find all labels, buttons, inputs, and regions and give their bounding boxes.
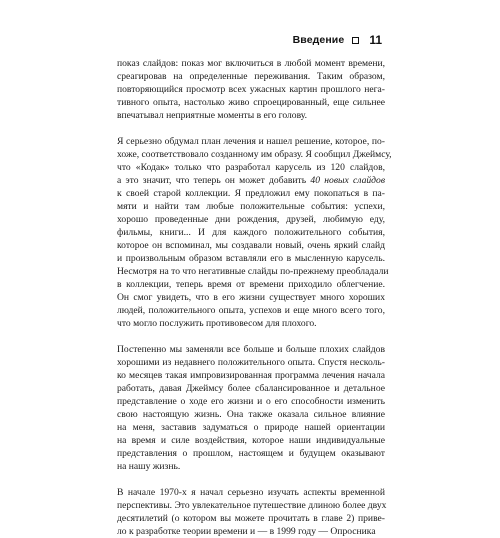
text-line: а это значит, что теперь он может добавить 40 новых слайдов bbox=[117, 175, 385, 186]
paragraph bbox=[117, 57, 385, 122]
paragraph bbox=[117, 135, 392, 330]
running-header bbox=[293, 33, 382, 47]
text-line: и произвольным образом вставляли его в мысленную карусель. bbox=[117, 253, 385, 264]
text-line: повторяющийся просмотр всех ужасных картин прошлого нега- bbox=[117, 84, 385, 95]
text-line: Постепенно мы заменяли все больше и больше плохих слайдов bbox=[117, 344, 385, 355]
text-line: что «Кодак» только что разработал карусель из 120 слайдов, bbox=[117, 162, 385, 173]
text-line: мяти и найти там любые положительные события: успехи, bbox=[117, 201, 385, 212]
text-line: показ слайдов: показ мог включиться в любой момент времени, bbox=[117, 58, 385, 69]
text-line: в коллекции, теперь время от времени приходило облегчение. bbox=[117, 279, 385, 290]
header-square-icon bbox=[352, 37, 359, 44]
paragraph bbox=[117, 486, 385, 538]
text-line: впечатывал неприятные моменты в его голову. bbox=[117, 110, 308, 121]
text-line: десятилетий (о котором вы можете прочитать в главе 2) приве- bbox=[117, 513, 385, 524]
text-line: которое он вспоминал, мы создавали новый, очень яркий слайд bbox=[117, 240, 385, 251]
paragraph bbox=[117, 343, 385, 473]
text-line: фильмы, книги... И для каждого положительного события, bbox=[117, 227, 385, 238]
text-line: Я серьезно обдумал план лечения и нашел решение, которое, по- bbox=[117, 136, 385, 147]
text-line: хорошими из недавнего положительного опыта. Спустя несколь- bbox=[117, 357, 385, 368]
text-line: людей, положительного опыта, успехов и еще много всего того, bbox=[117, 305, 385, 316]
text-line: хоже, соответствовало созданному им образу. Я сообщил Джеймсу, bbox=[117, 149, 392, 160]
text-line: хорошо проведенные дни рождения, друзей, любимую еду, bbox=[117, 214, 385, 225]
text-line: работать, давая Джеймсу более сбалансированное и детальное bbox=[117, 383, 385, 394]
text-line: на меня, заставив задуматься о природе нашей ориентации bbox=[117, 422, 385, 433]
text-line: перспективы. Это увлекательное путешествие длиною более двух bbox=[117, 500, 387, 511]
text-line: на время и силе воздействия, которое наши индивидуальные bbox=[117, 435, 385, 446]
text-line: что могло послужить противовесом для плохого. bbox=[117, 318, 317, 329]
text-line: представление о ходе его жизни и о его способности изменить bbox=[117, 396, 385, 407]
header-section-title: Введение bbox=[292, 34, 345, 46]
text-line: В начале 1970-х я начал серьезно изучать аспекты временной bbox=[117, 487, 385, 498]
text-line: Несмотря на то что негативные слайды по-прежнему преобладали bbox=[117, 266, 389, 277]
text-line: Он смог увидеть, что в его жизни существует много хороших bbox=[117, 292, 385, 303]
page-number: 11 bbox=[369, 33, 382, 47]
text-line: представления о прошлом, настоящем и будущем оказывают bbox=[117, 448, 385, 459]
text-line: среагировав на определенные переживания. Таким образом, bbox=[117, 71, 385, 82]
text-line: ко месяцев такая импровизированная программа лечения начала bbox=[117, 370, 385, 381]
text-line: ло к разработке теории времени и — в 1999 году — Опросника bbox=[117, 526, 376, 537]
body-text bbox=[117, 57, 392, 538]
text-line: на нашу жизнь. bbox=[117, 461, 181, 472]
text-line: к своей старой коллекции. Я предложил ему покопаться в па- bbox=[117, 188, 385, 199]
text-line: тивного опыта, настолько живо спроецированный, еще сильнее bbox=[117, 97, 385, 108]
emphasized-phrase: 40 новых слайдов bbox=[310, 175, 385, 186]
text-line: свою настоящую жизнь. Она также оказала сильное влияние bbox=[117, 409, 385, 420]
